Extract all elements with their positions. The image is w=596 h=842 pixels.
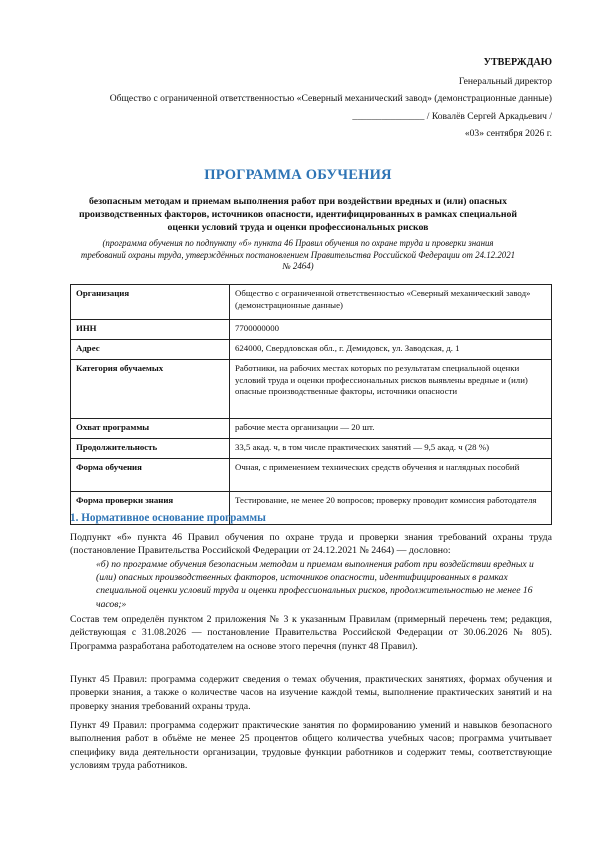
table-value: рабочие места организации — 20 шт. xyxy=(230,419,552,439)
table-key: Организация xyxy=(71,285,230,320)
table-row xyxy=(71,439,552,459)
approval-date: «03» сентября 2026 г. xyxy=(464,128,552,140)
table-row xyxy=(71,285,552,320)
table-row xyxy=(71,459,552,492)
table-key: Продолжительность xyxy=(71,439,230,459)
paragraph: Состав тем определён пунктом 2 приложения № 3 к указанным Правилам (примерный перечень тем; редакция, действующая с 31.08.2026 — постановление Правительства Российской Федерации от 30.06.2026 № 805). Программа разработана работодателем на основе этого перечня (пункт 48 Правил). xyxy=(70,614,552,652)
paragraph: Пункт 49 Правил: программа содержит практические занятия по формированию умений и навыков безопасного выполнения работ в объёме не менее 25 процентов общего количества учебных часов; программа учитывает специфику вида деятельности организации, трудовые функции работников и содержит темы, соответствующие условиям труда работников. xyxy=(70,720,552,772)
document-title: ПРОГРАММА ОБУЧЕНИЯ xyxy=(204,167,392,183)
table-key: Форма проверки знания xyxy=(71,492,230,525)
legal-quote: «б) по программе обучения безопасным методам и приемам выполнения работ при воздействии вредных и (или) опасных производственных факторов, источников опасности, идентифицированных в рамках специальной оценки условий труда и оценки профессиональных рисков, продолжительностью не менее 16 часов;» xyxy=(96,559,534,610)
section-heading: 1. Нормативное основание программы xyxy=(70,512,266,524)
table-key: Форма обучения xyxy=(71,459,230,492)
approver-company: Общество с ограниченной ответственностью «Северный механический завод» (демонстрационные данные) xyxy=(109,93,552,105)
approver-signature: _______________ / Ковалёв Сергей Аркадьевич / xyxy=(352,110,552,122)
table-value: Работники, на рабочих местах которых по результатам специальной оценки условий труда и оценки профессиональных рисков выявлены вредные и (или) опасные производственные факторы, источники опасности xyxy=(230,360,552,419)
table-key: Охват программы xyxy=(71,419,230,439)
approval-title: УТВЕРЖДАЮ xyxy=(483,57,552,68)
paragraph: Пункт 45 Правил: программа содержит сведения о темах обучения, практических занятиях, формах обучения и проверки знания, а также о количестве часов на изучение каждой темы, выполнение практических занятий и на проверку знания требований охраны труда. xyxy=(70,674,552,712)
table-row xyxy=(71,419,552,439)
table-row xyxy=(71,320,552,340)
approval-block xyxy=(82,56,552,145)
table-key: Категория обучаемых xyxy=(71,360,230,419)
table-value: 7700000000 xyxy=(230,320,552,340)
table-value: Тестирование, не менее 20 вопросов; проверку проводит комиссия работодателя xyxy=(230,492,552,525)
table-value: Очная, с применением технических средств обучения и наглядных пособий xyxy=(230,459,552,492)
document-subtitle: безопасным методам и приемам выполнения работ при воздействии вредных и (или) опасных производственных факторов, источников опасности, идентифицированных в рамках специальной оценки условий труда и оценки профессиональных рисков xyxy=(78,196,518,234)
table-value: 624000, Свердловская обл., г. Демидовск, ул. Заводская, д. 1 xyxy=(230,340,552,360)
table-value: Общество с ограниченной ответственностью «Северный механический завод» (демонстрационные данные) xyxy=(230,285,552,320)
document-basis: (программа обучения по подпункту «б» пункта 46 Правил обучения по охране труда и проверки знания требований охраны труда, утверждённых постановлением Правительства Российской Федерации от 24.12.2021 № 2464) xyxy=(80,238,516,272)
table-row xyxy=(71,340,552,360)
program-info-table xyxy=(70,284,552,525)
table-key: Адрес xyxy=(71,340,230,360)
table-key: ИНН xyxy=(71,320,230,340)
paragraph: Подпункт «б» пункта 46 Правил обучения по охране труда и проверки знания требований охраны труда (постановление Правительства Российской Федерации от 24.12.2021 № 2464) — дословно: xyxy=(70,532,552,557)
approver-position: Генеральный директор xyxy=(458,75,552,87)
table-value: 33,5 акад. ч, в том числе практических занятий — 9,5 акад. ч (28 %) xyxy=(230,439,552,459)
table-row xyxy=(71,360,552,419)
